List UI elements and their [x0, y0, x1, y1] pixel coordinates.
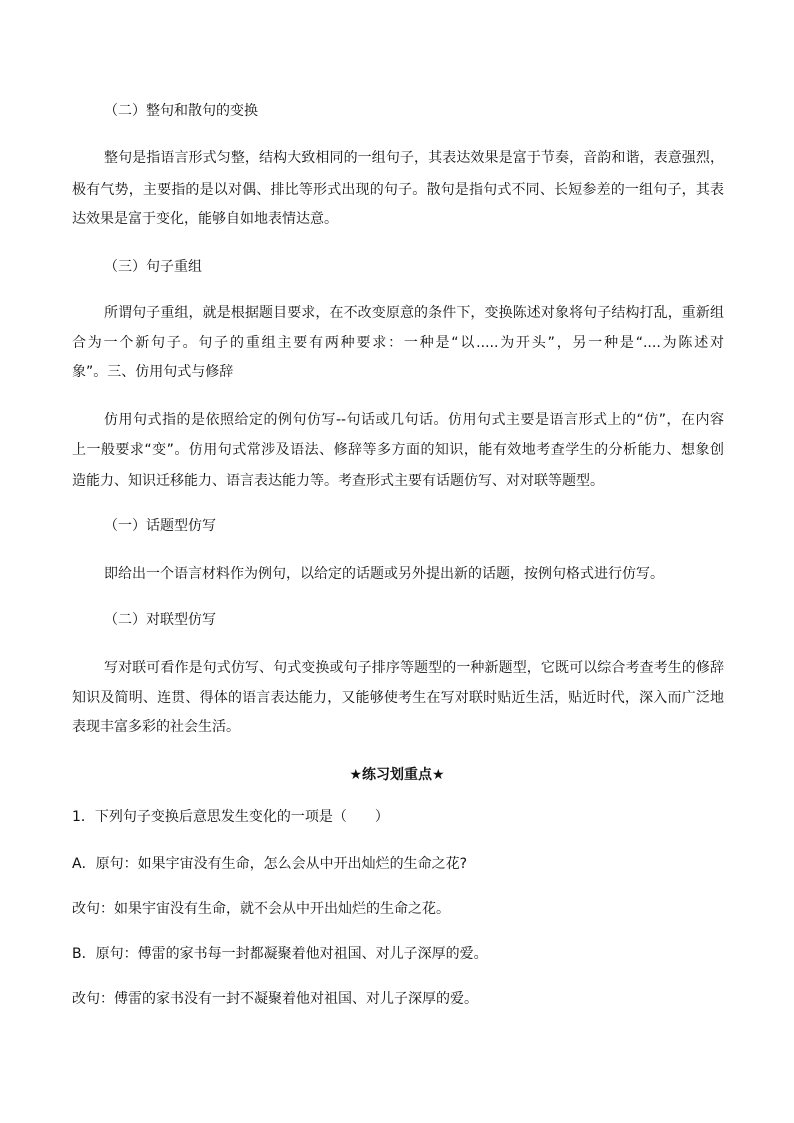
option-b-original: B．原句：傅雷的家书每一封都凝聚着他对祖国、对儿子深厚的爱。	[72, 946, 488, 962]
paragraph-line: 仿用句式指的是依照给定的例句仿写--句话或几句话。仿用句式主要是语言形式上的“仿”，在内容	[104, 412, 724, 428]
paragraph-line: 知识及简明、连贯、得体的语言表达能力，又能够使考生在写对联时贴近生活，贴近时代，深入而广泛地	[72, 690, 724, 706]
paragraph-line: 即给出一个语言材料作为例句，以给定的话题或另外提出新的话题，按例句格式进行仿写。	[104, 566, 664, 582]
section-heading-huati: （一）话题型仿写	[104, 518, 216, 534]
exercise-title: ★练习划重点★	[349, 767, 445, 783]
paragraph-line: 写对联可看作是句式仿写、句式变换或句子排序等题型的一种新题型，它既可以综合考查考生的修辞	[104, 660, 724, 676]
paragraph-line: 所谓句子重组，就是根据题目要求，在不改变原意的条件下，变换陈述对象将句子结构打乱，重新组	[104, 305, 724, 321]
section-heading-duilian: （二）对联型仿写	[104, 612, 216, 628]
paragraph-line: 表现丰富多彩的社会生活。	[72, 719, 240, 735]
option-a-original: A．原句：如果宇宙没有生命，怎么会从中开出灿烂的生命之花?	[72, 856, 468, 872]
section-heading-zhengju: （二）整句和散句的变换	[104, 103, 258, 119]
paragraph-line: 上一般要求“变”。仿用句式常涉及语法、修辞等多方面的知识，能有效地考查学生的分析能力、想象创	[72, 442, 724, 458]
paragraph-line: 极有气势，主要指的是以对偶、排比等形式出现的句子。散句是指句式不同、长短参差的一组句子，其表	[72, 182, 724, 198]
paragraph-line: 达效果是富于变化，能够自如地表情达意。	[72, 211, 338, 227]
option-a-revised: 改句：如果宇宙没有生命，就不会从中开出灿烂的生命之花。	[72, 901, 450, 917]
paragraph-line: 整句是指语言形式匀整，结构大致相同的一组句子，其表达效果是富于节奏，音韵和谐，表意强烈，	[104, 150, 724, 166]
option-b-revised: 改句：傅雷的家书没有一封不凝聚着他对祖国、对儿子深厚的爱。	[72, 991, 478, 1007]
paragraph-line: 造能力、知识迁移能力、语言表达能力等。考查形式主要有话题仿写、对对联等题型。	[72, 473, 604, 489]
paragraph-line: 象”。三、仿用句式与修辞	[72, 364, 234, 380]
paragraph-line: 合为一个新句子。句子的重组主要有两种要求：一种是“以.....为开头”，另一种是“....为陈述对	[72, 335, 724, 351]
section-heading-chongzu: （三）句子重组	[104, 259, 202, 275]
question-1: 1．下列句子变换后意思发生变化的一项是（ ）	[72, 809, 389, 825]
